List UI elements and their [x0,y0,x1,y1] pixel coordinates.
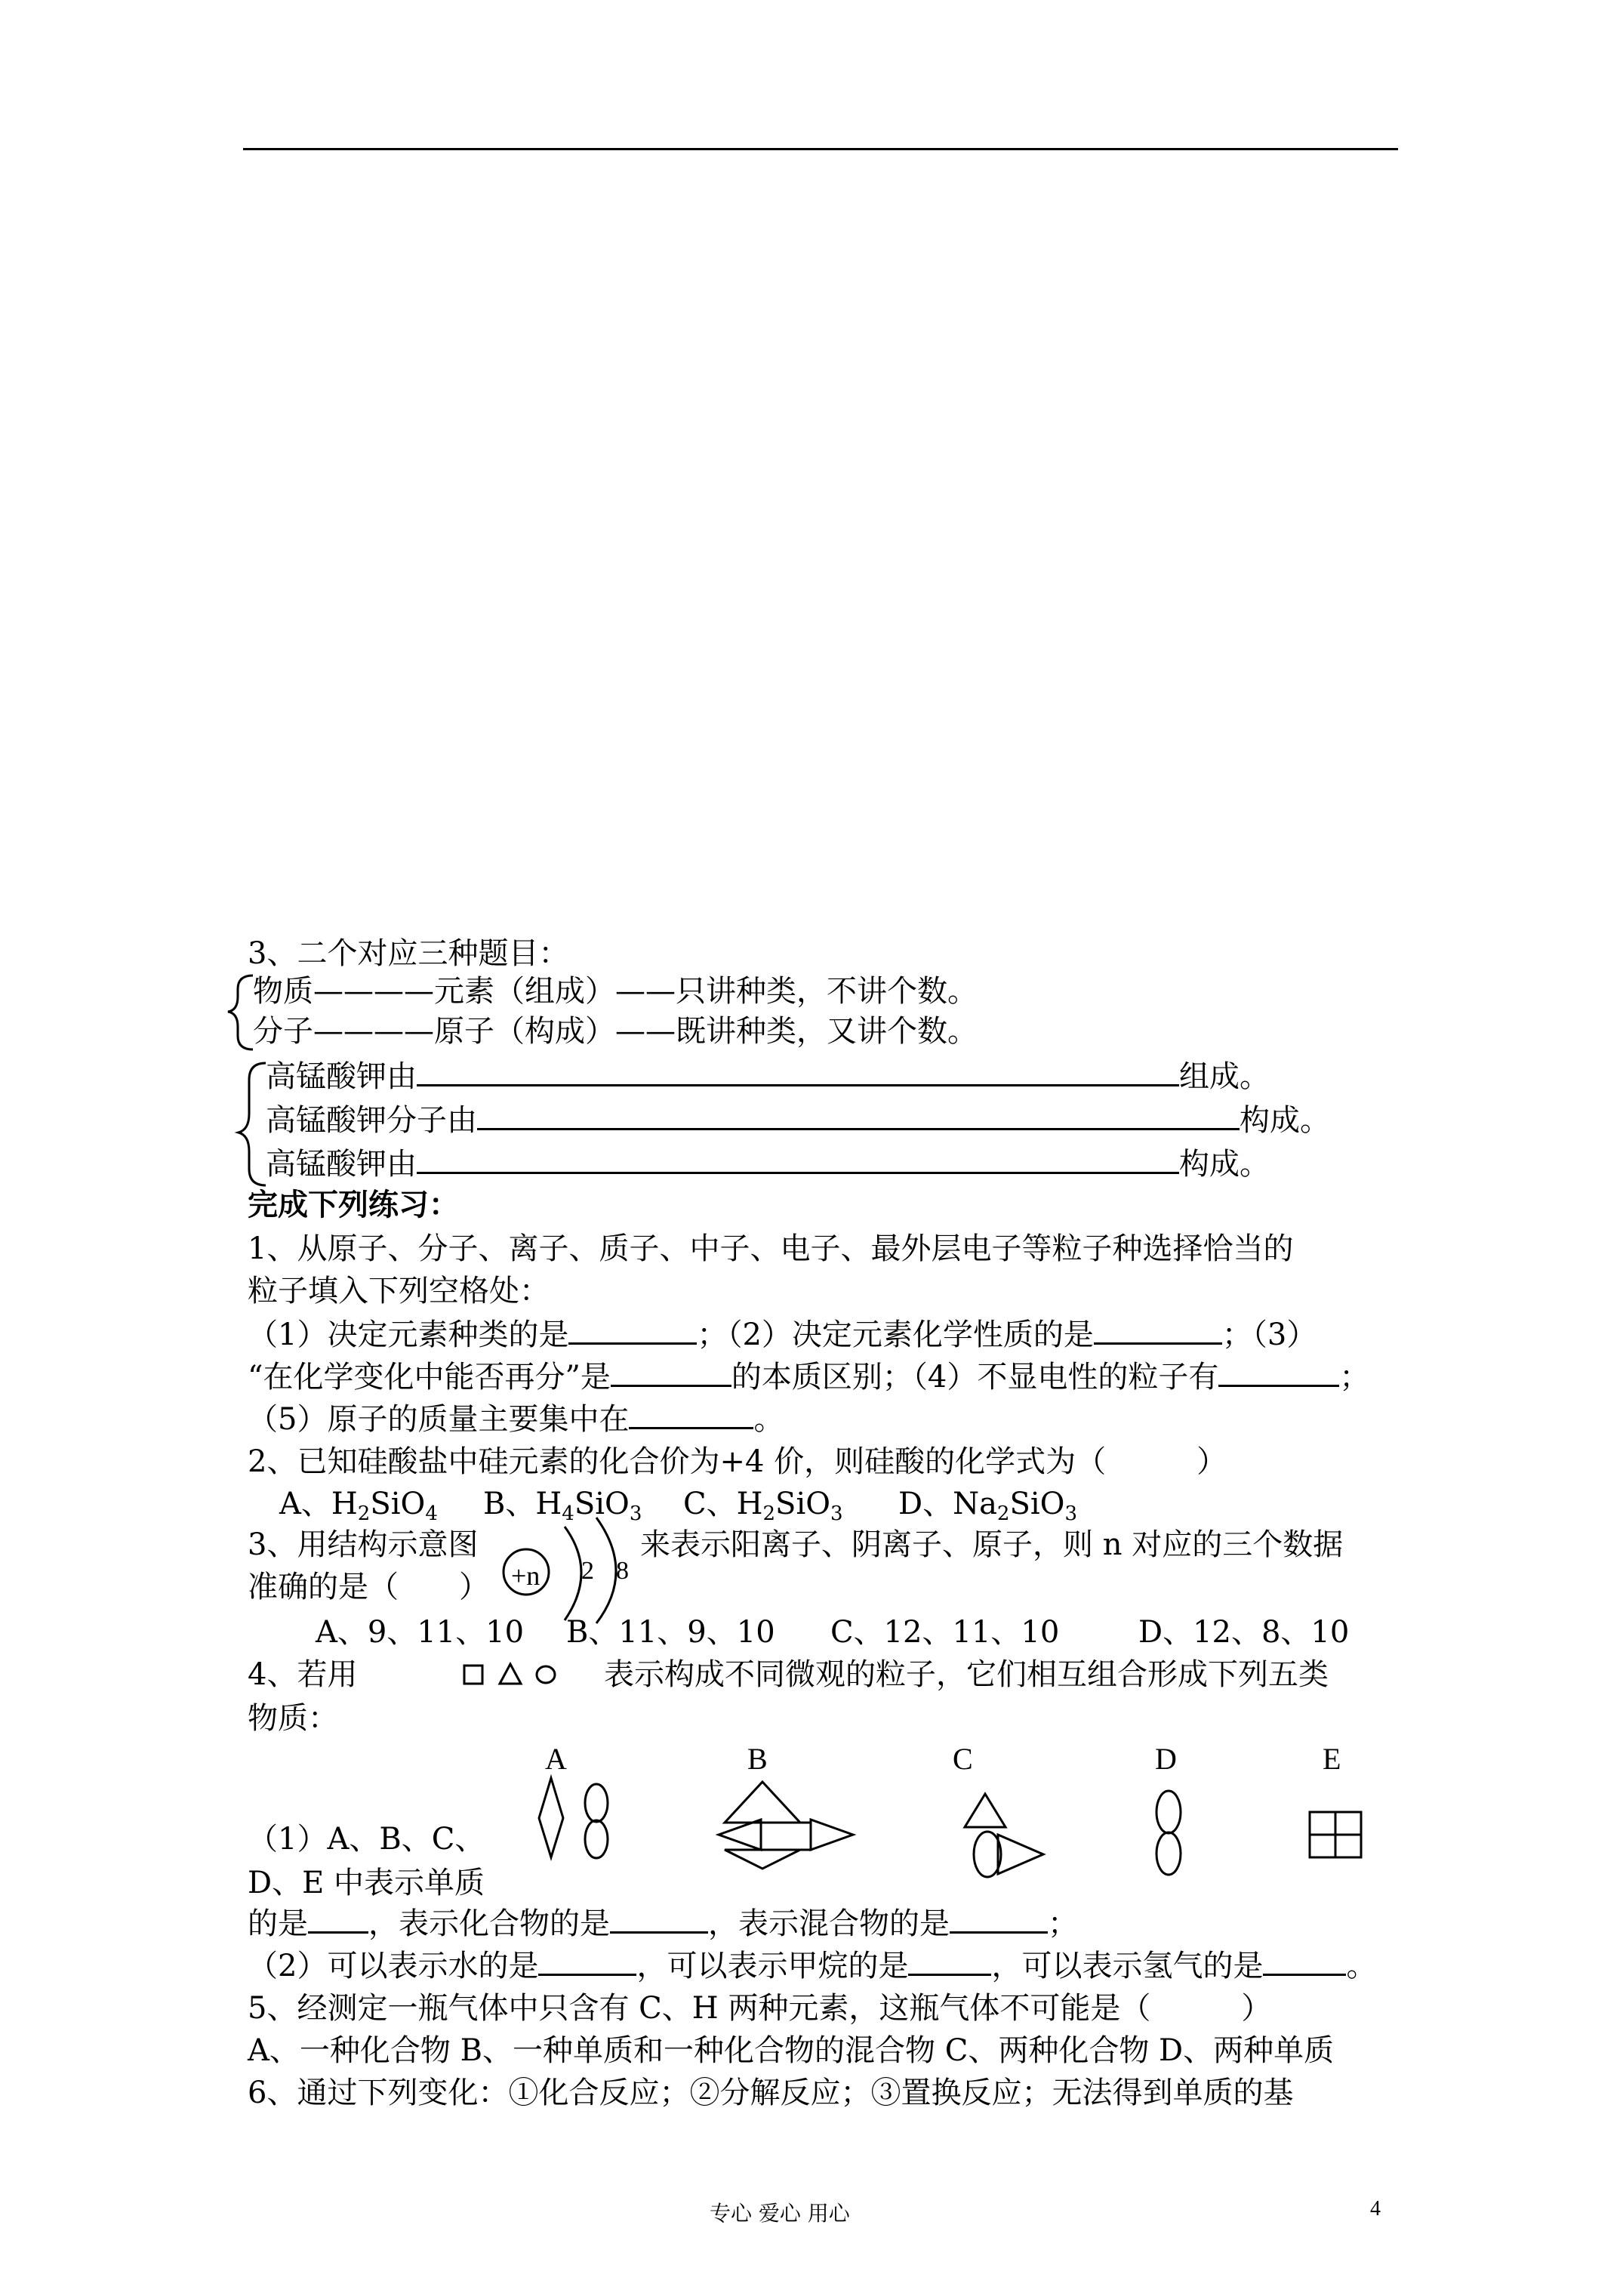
section-title: 3、二个对应三种题目： [248,936,569,971]
structure-d-lower-circle-icon [1156,1832,1181,1875]
structure-c-right-triangle-icon [998,1835,1043,1874]
structure-b-left-triangle-icon [719,1820,761,1850]
structure-d-upper-circle-icon [1156,1791,1181,1833]
triangle-icon [500,1664,521,1684]
q4-part1-a: （1）A、B、C、 [248,1822,485,1857]
atom-nucleus-icon [504,1549,549,1595]
pair-line-1: 物质————元素（组成）——只讲种类，不讲个数。 [253,974,978,1009]
structure-e-square-icon [1335,1835,1361,1857]
atom-shell-2-label: 8 [616,1557,629,1585]
footer-text: 专心 爱心 用心 [710,2201,850,2226]
q4-stem-c: 物质： [248,1701,338,1736]
structure-c-top-triangle-icon [965,1794,1006,1827]
structure-a-diamond-icon [539,1778,563,1857]
q2-option-d: D、$Na_2SiO_3$ [898,1487,1078,1525]
q3-stem-c: 准确的是（ ） [248,1570,489,1604]
kmno4-line-1: 高锰酸钾由 组成。 [266,1057,1270,1096]
q2-option-b: B、$H_4SiO_3$ [483,1487,642,1525]
q1-stem-1: 1、从原子、分子、离子、质子、中子、电子、最外层电子等粒子种选择恰当的 [248,1231,1294,1266]
exercise-heading: 完成下列练习： [248,1187,459,1222]
structure-label-c: C [953,1742,973,1776]
q1-line-3: （1）决定元素种类的是 ；（2）决定元素化学性质的是 ；（3） [248,1315,1317,1354]
q2-option-c: C、$H_2SiO_3$ [683,1487,843,1525]
q4-stem-a: 4、若用 [248,1657,358,1692]
q4-stem-b: 表示构成不同微观的粒子，它们相互组合形成下列五类 [604,1657,1329,1692]
q5-stem: 5、经测定一瓶气体中只含有 C、H 两种元素，这瓶气体不可能是（ ） [248,1991,1272,2026]
q3-option-c: C、12、11、10 [830,1615,1060,1650]
left-brace-icon [228,975,253,1049]
electron-shell-2-icon [596,1518,616,1623]
electron-shell-1-icon [565,1527,581,1620]
structure-a-upper-circle-icon [585,1784,608,1822]
circle-icon [537,1666,555,1683]
structure-label-e: E [1323,1742,1341,1776]
structure-b-top-triangle-icon [725,1782,800,1823]
atom-shell-1-label: 2 [581,1557,594,1585]
page-number: 4 [1370,2197,1381,2220]
structure-label-a: A [545,1742,567,1776]
structure-b-square-icon [761,1823,811,1850]
structure-e-square-icon [1310,1812,1335,1835]
kmno4-line-3: 高锰酸钾由 构成。 [266,1145,1270,1184]
q4-part1-b: D、E 中表示单质 [248,1866,485,1900]
structure-e-square-icon [1310,1835,1335,1857]
q3-stem-b: 来表示阳离子、阴离子、原子，则 n 对应的三个数据 [640,1527,1344,1562]
q3-option-d: D、12、8、10 [1138,1615,1350,1650]
q1-line-4: “在化学变化中能否再分”是 的本质区别；（4）不显电性的粒子有 ； [248,1358,1369,1397]
structure-a-lower-circle-icon [585,1820,608,1858]
q5-options: A、一种化合物 B、一种单质和一种化合物的混合物 C、两种化合物 D、两种单质 [248,2033,1335,2068]
left-brace-icon [239,1063,266,1185]
q2-option-a: A、$H_2SiO_4$ [279,1487,438,1525]
pair-line-2: 分子————原子（构成）——既讲种类，又讲个数。 [253,1014,978,1049]
square-icon [464,1666,482,1684]
kmno4-line-2: 高锰酸钾分子由 构成。 [266,1101,1330,1140]
q1-stem-2: 粒子填入下列空格处： [248,1274,550,1308]
q3-option-a: A、9、11、10 [316,1615,525,1650]
structure-e-square-icon [1335,1812,1361,1835]
q4-part2-line: （2）可以表示水的是 ，可以表示甲烷的是 ，可以表示氢气的是 。 [248,1946,1376,1986]
structure-label-b: B [747,1742,768,1776]
structure-b-right-triangle-icon [811,1820,853,1850]
structure-b-bottom-triangle-icon [725,1850,800,1869]
q4-part1-line: 的是 ，表示化合物的是 ，表示混合物的是 ； [248,1904,1078,1943]
atom-nucleus-label: +n [511,1561,540,1591]
structure-label-d: D [1155,1742,1177,1776]
q1-line-5: （5）原子的质量主要集中在 。 [248,1400,784,1439]
q2-stem: 2、已知硅酸盐中硅元素的化合价为+4 价，则硅酸的化学式为（ ） [248,1444,1227,1479]
q6-stem: 6、通过下列变化：①化合反应；②分解反应；③置换反应；无法得到单质的基 [248,2076,1294,2110]
q3-option-b: B、11、9、10 [566,1615,775,1650]
q3-stem-a: 3、用结构示意图 [248,1527,479,1562]
